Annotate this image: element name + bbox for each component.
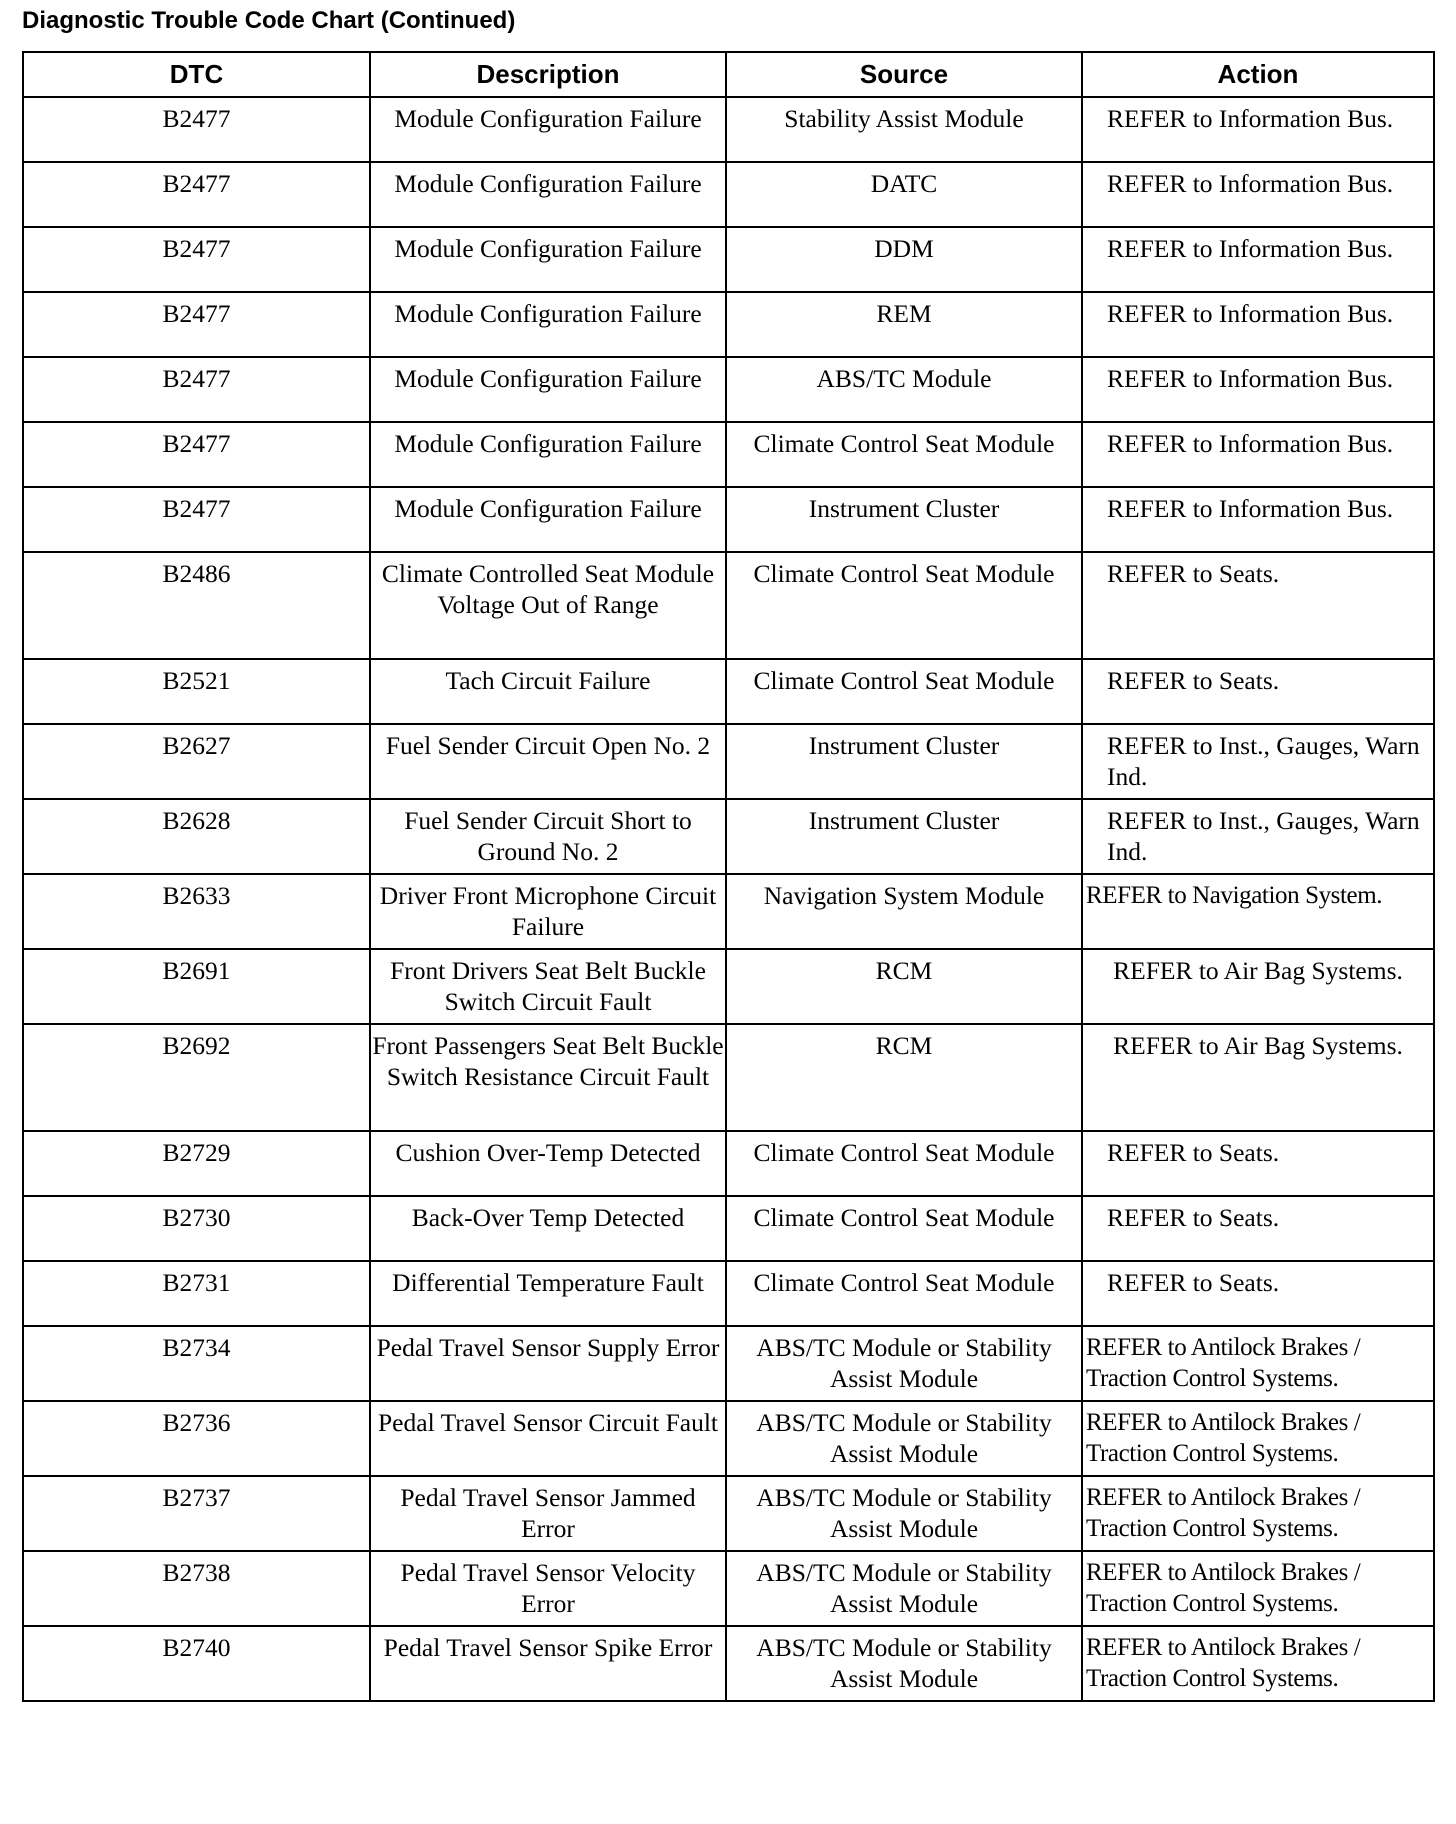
table-row	[23, 1131, 1434, 1196]
dtc-cell: B2731	[23, 1261, 370, 1326]
description-cell: Driver Front Microphone Circuit Failure	[370, 874, 726, 949]
source-cell: RCM	[726, 949, 1082, 1024]
dtc-cell: B2477	[23, 357, 370, 422]
dtc-cell: B2477	[23, 162, 370, 227]
source-cell: Stability Assist Module	[726, 97, 1082, 162]
dtc-cell: B2691	[23, 949, 370, 1024]
table-row	[23, 1551, 1434, 1626]
action-cell: REFER to Seats.	[1082, 1261, 1434, 1326]
table-row	[23, 162, 1434, 227]
dtc-cell: B2692	[23, 1024, 370, 1131]
description-cell: Pedal Travel Sensor Supply Error	[370, 1326, 726, 1401]
description-cell: Module Configuration Failure	[370, 227, 726, 292]
action-cell: REFER to Antilock Brakes / Traction Control Systems.	[1082, 1626, 1434, 1701]
table-row	[23, 1626, 1434, 1701]
description-cell: Fuel Sender Circuit Open No. 2	[370, 724, 726, 799]
source-cell: REM	[726, 292, 1082, 357]
dtc-cell: B2486	[23, 552, 370, 659]
action-cell: REFER to Antilock Brakes / Traction Control Systems.	[1082, 1326, 1434, 1401]
source-cell: Climate Control Seat Module	[726, 1196, 1082, 1261]
description-cell: Module Configuration Failure	[370, 422, 726, 487]
description-cell: Pedal Travel Sensor Jammed Error	[370, 1476, 726, 1551]
action-cell: REFER to Information Bus.	[1082, 227, 1434, 292]
action-cell: REFER to Inst., Gauges, Warn Ind.	[1082, 724, 1434, 799]
page-title: Diagnostic Trouble Code Chart (Continued)	[22, 7, 516, 34]
dtc-cell: B2729	[23, 1131, 370, 1196]
table-row	[23, 874, 1434, 949]
action-cell: REFER to Seats.	[1082, 659, 1434, 724]
action-cell: REFER to Navigation System.	[1082, 874, 1434, 949]
table-row	[23, 487, 1434, 552]
source-cell: ABS/TC Module or Stability Assist Module	[726, 1401, 1082, 1476]
source-cell: Instrument Cluster	[726, 724, 1082, 799]
action-cell: REFER to Inst., Gauges, Warn Ind.	[1082, 799, 1434, 874]
dtc-cell: B2734	[23, 1326, 370, 1401]
dtc-cell: B2628	[23, 799, 370, 874]
source-cell: Navigation System Module	[726, 874, 1082, 949]
dtc-cell: B2477	[23, 487, 370, 552]
action-cell: REFER to Seats.	[1082, 552, 1434, 659]
description-cell: Module Configuration Failure	[370, 97, 726, 162]
source-cell: Climate Control Seat Module	[726, 659, 1082, 724]
table-header-row	[23, 52, 1434, 97]
table-row	[23, 724, 1434, 799]
description-cell: Fuel Sender Circuit Short to Ground No. 2	[370, 799, 726, 874]
source-cell: ABS/TC Module or Stability Assist Module	[726, 1476, 1082, 1551]
action-cell: REFER to Air Bag Systems.	[1082, 1024, 1434, 1131]
action-cell: REFER to Information Bus.	[1082, 97, 1434, 162]
table-row	[23, 949, 1434, 1024]
source-cell: ABS/TC Module	[726, 357, 1082, 422]
action-cell: REFER to Information Bus.	[1082, 487, 1434, 552]
action-cell: REFER to Information Bus.	[1082, 292, 1434, 357]
column-header-description: Description	[370, 52, 726, 97]
source-cell: ABS/TC Module or Stability Assist Module	[726, 1326, 1082, 1401]
source-cell: Climate Control Seat Module	[726, 1131, 1082, 1196]
action-cell: REFER to Information Bus.	[1082, 162, 1434, 227]
action-cell: REFER to Air Bag Systems.	[1082, 949, 1434, 1024]
description-cell: Front Drivers Seat Belt Buckle Switch Circuit Fault	[370, 949, 726, 1024]
dtc-cell: B2737	[23, 1476, 370, 1551]
description-cell: Cushion Over-Temp Detected	[370, 1131, 726, 1196]
action-cell: REFER to Antilock Brakes / Traction Control Systems.	[1082, 1476, 1434, 1551]
source-cell: Instrument Cluster	[726, 799, 1082, 874]
table-row	[23, 422, 1434, 487]
description-cell: Back-Over Temp Detected	[370, 1196, 726, 1261]
dtc-table	[22, 51, 1435, 1702]
action-cell: REFER to Seats.	[1082, 1196, 1434, 1261]
source-cell: Climate Control Seat Module	[726, 552, 1082, 659]
dtc-cell: B2740	[23, 1626, 370, 1701]
table-row	[23, 552, 1434, 659]
column-header-dtc: DTC	[23, 52, 370, 97]
table-row	[23, 357, 1434, 422]
table-row	[23, 659, 1434, 724]
table-row	[23, 1476, 1434, 1551]
description-cell: Module Configuration Failure	[370, 487, 726, 552]
table-row	[23, 799, 1434, 874]
dtc-cell: B2477	[23, 97, 370, 162]
source-cell: Climate Control Seat Module	[726, 1261, 1082, 1326]
description-cell: Module Configuration Failure	[370, 292, 726, 357]
description-cell: Front Passengers Seat Belt Buckle Switch Resistance Circuit Fault	[370, 1024, 726, 1131]
source-cell: DDM	[726, 227, 1082, 292]
dtc-cell: B2477	[23, 422, 370, 487]
description-cell: Pedal Travel Sensor Spike Error	[370, 1626, 726, 1701]
source-cell: ABS/TC Module or Stability Assist Module	[726, 1626, 1082, 1701]
description-cell: Climate Controlled Seat Module Voltage Out of Range	[370, 552, 726, 659]
action-cell: REFER to Information Bus.	[1082, 422, 1434, 487]
dtc-cell: B2477	[23, 227, 370, 292]
column-header-action: Action	[1082, 52, 1434, 97]
table-row	[23, 97, 1434, 162]
description-cell: Module Configuration Failure	[370, 357, 726, 422]
action-cell: REFER to Seats.	[1082, 1131, 1434, 1196]
description-cell: Differential Temperature Fault	[370, 1261, 726, 1326]
action-cell: REFER to Antilock Brakes / Traction Control Systems.	[1082, 1551, 1434, 1626]
table-row	[23, 1326, 1434, 1401]
dtc-cell: B2633	[23, 874, 370, 949]
table-row	[23, 227, 1434, 292]
dtc-cell: B2738	[23, 1551, 370, 1626]
table-row	[23, 1261, 1434, 1326]
description-cell: Pedal Travel Sensor Circuit Fault	[370, 1401, 726, 1476]
description-cell: Pedal Travel Sensor Velocity Error	[370, 1551, 726, 1626]
table-row	[23, 1196, 1434, 1261]
source-cell: RCM	[726, 1024, 1082, 1131]
table-row	[23, 1401, 1434, 1476]
source-cell: ABS/TC Module or Stability Assist Module	[726, 1551, 1082, 1626]
table-row	[23, 292, 1434, 357]
dtc-cell: B2730	[23, 1196, 370, 1261]
source-cell: DATC	[726, 162, 1082, 227]
dtc-cell: B2736	[23, 1401, 370, 1476]
table-row	[23, 1024, 1434, 1131]
source-cell: Climate Control Seat Module	[726, 422, 1082, 487]
dtc-cell: B2627	[23, 724, 370, 799]
action-cell: REFER to Antilock Brakes / Traction Control Systems.	[1082, 1401, 1434, 1476]
description-cell: Module Configuration Failure	[370, 162, 726, 227]
source-cell: Instrument Cluster	[726, 487, 1082, 552]
dtc-cell: B2477	[23, 292, 370, 357]
action-cell: REFER to Information Bus.	[1082, 357, 1434, 422]
column-header-source: Source	[726, 52, 1082, 97]
description-cell: Tach Circuit Failure	[370, 659, 726, 724]
dtc-cell: B2521	[23, 659, 370, 724]
